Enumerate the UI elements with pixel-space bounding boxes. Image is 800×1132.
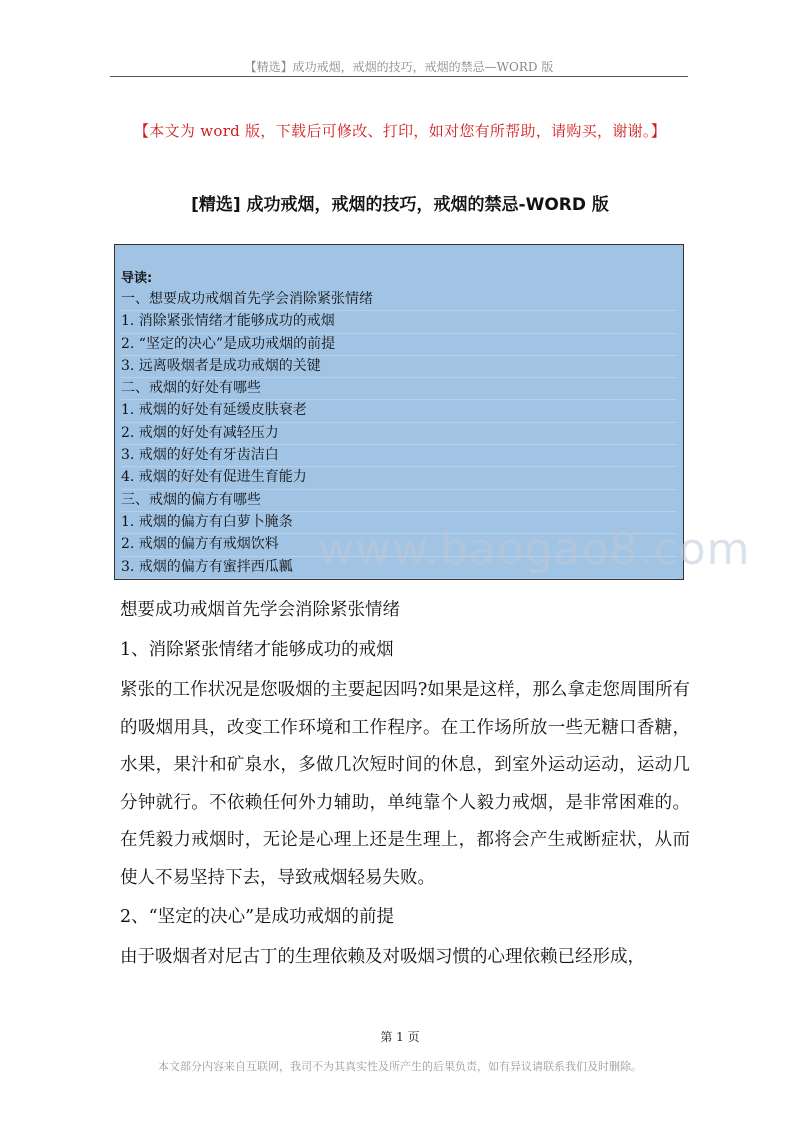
footer-disclaimer: 本文部分内容来自互联网，我司不为其真实性及所产生的后果负责，如有异议请联系我们及时删除。	[158, 1060, 642, 1073]
page-number: 第 1 页	[380, 1030, 420, 1044]
guide-item: 3. 戒烟的偏方有蜜拌西瓜瓤	[121, 557, 677, 579]
guide-item: 3. 戒烟的好处有牙齿洁白	[121, 445, 677, 467]
guide-item: 二、戒烟的好处有哪些	[121, 378, 677, 400]
guide-heading: 导读:	[121, 271, 153, 286]
download-notice: 【本文为 word 版，下载后可修改、打印，如对您有所帮助，请购买，谢谢。】	[133, 122, 667, 140]
subheading-1: 1、消除紧张情绪才能够成功的戒烟	[120, 640, 394, 660]
header-divider	[110, 76, 688, 77]
guide-item: 2. 戒烟的好处有减轻压力	[121, 423, 677, 445]
guide-item: 2. “坚定的决心”是成功戒烟的前提	[121, 334, 677, 356]
section-heading: 想要成功戒烟首先学会消除紧张情绪	[120, 600, 400, 620]
guide-item: 1. 消除紧张情绪才能够成功的戒烟	[121, 311, 677, 333]
paragraph-2: 由于吸烟者对尼古丁的生理依赖及对吸烟习惯的心理依赖已经形成，	[120, 947, 645, 967]
guide-item: 1. 戒烟的好处有延缓皮肤衰老	[121, 400, 677, 422]
page-header: 【精选】成功戒烟，戒烟的技巧，戒烟的禁忌—WORD 版	[244, 60, 554, 74]
guide-item: 3. 远离吸烟者是成功戒烟的关键	[121, 356, 677, 378]
paragraph-1: 紧张的工作状况是您吸烟的主要起因吗?如果是这样，那么拿走您周围所有的吸烟用具，改变工作环境和工作程序。在工作场所放一些无糖口香糖，水果，果汁和矿泉水，多做几次短时间的休息，到室外运动运动，运动几分钟就行。不依赖任何外力辅助，单纯靠个人毅力戒烟，是非常困难的。在凭毅力戒烟时，无论是心理上还是生理上，都将会产生戒断症状，从而使人不易坚持下去，导致戒烟轻易失败。	[120, 680, 690, 888]
guide-item: 三、戒烟的偏方有哪些	[121, 490, 677, 512]
watermark: www.baogao8.com	[318, 524, 751, 575]
guide-item: 一、想要成功戒烟首先学会消除紧张情绪	[121, 289, 677, 311]
guide-item: 4. 戒烟的好处有促进生育能力	[121, 467, 677, 489]
subheading-2: 2、“坚定的决心”是成功戒烟的前提	[120, 907, 395, 927]
article-body	[120, 590, 690, 977]
document-title: [精选] 成功戒烟，戒烟的技巧，戒烟的禁忌-WORD 版	[191, 195, 609, 215]
guide-item: 2. 戒烟的偏方有戒烟饮料	[121, 534, 677, 556]
guide-item: 1. 戒烟的偏方有白萝卜腌条	[121, 512, 677, 534]
